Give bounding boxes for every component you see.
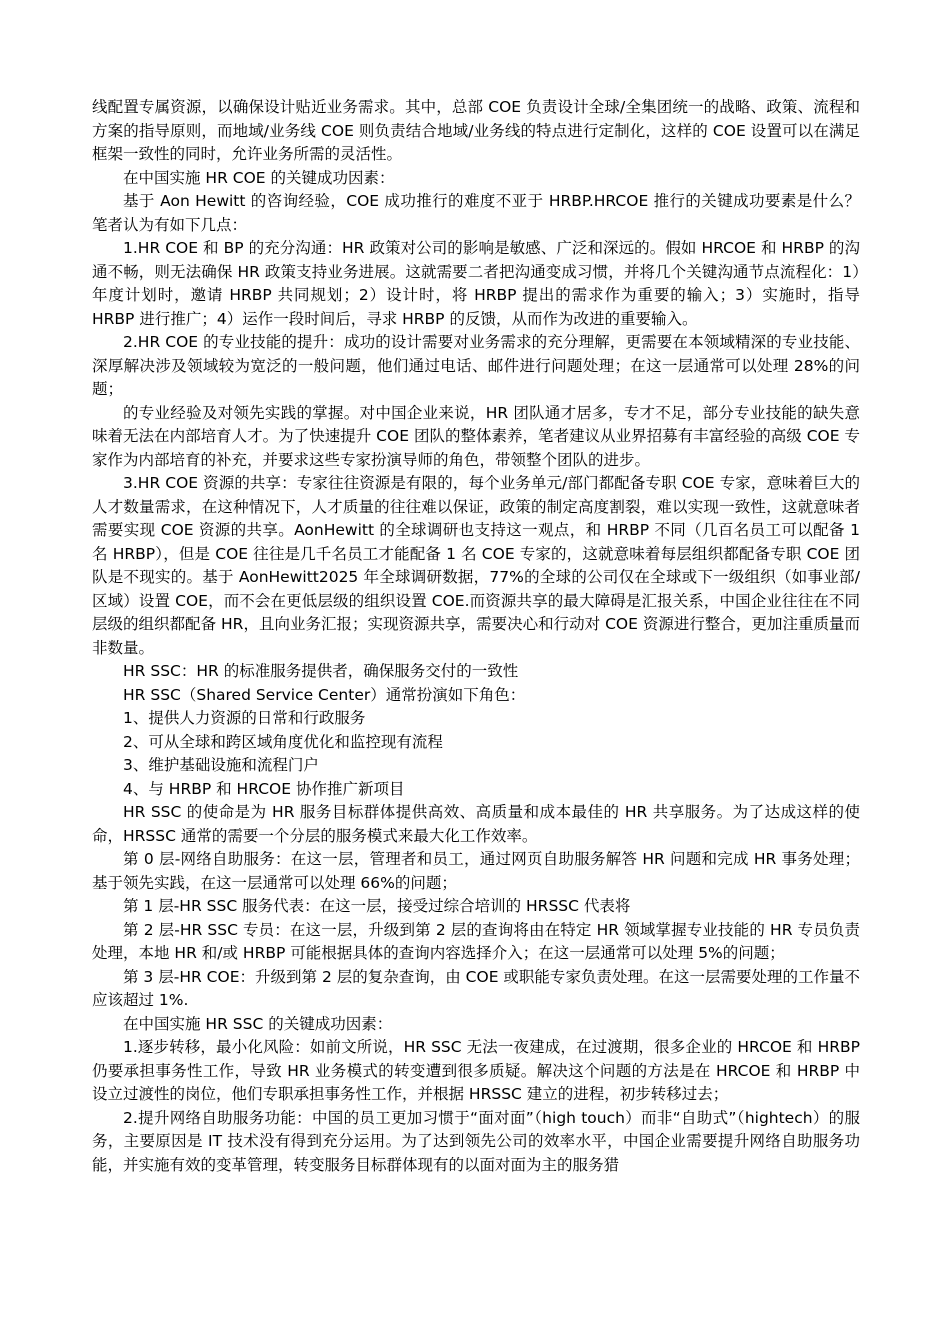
paragraph: 第 2 层-HR SSC 专员：在这一层，升级到第 2 层的查询将由在特定 HR 领域掌握专业技能的 HR 专员负责处理，本地 HR 和/或 HRBP 可能根据具体的查询内容选择介入；在这一层通常可以处理 5%的问题； [92, 920, 860, 962]
paragraph: 的专业经验及对领先实践的掌握。对中国企业来说，HR 团队通才居多，专才不足，部分专业技能的缺失意味着无法在内部培育人才。为了快速提升 COE 团队的整体素养，笔者建议从业界招募有丰富经验的高级 COE 专家作为内部培育的补充，并要求这些专家扮演导师的角色，带领整个团队的进步。 [92, 403, 860, 469]
paragraph: HR SSC 的使命是为 HR 服务目标群体提供高效、高质量和成本最佳的 HR 共享服务。为了达成这样的使命，HRSSC 通常的需要一个分层的服务模式来最大化工作效率。 [92, 803, 860, 845]
list-item: 1、提供人力资源的日常和行政服务 [123, 709, 366, 727]
section-heading: 在中国实施 HR COE 的关键成功因素： [123, 168, 395, 187]
section-heading: HR SSC：HR 的标准服务提供者，确保服务交付的一致性 [123, 662, 519, 680]
paragraph: 第 3 层-HR COE：升级到第 2 层的复杂查询，由 COE 或职能专家负责处理。在这一层需要处理的工作量不应该超过 1%. [92, 967, 860, 1009]
paragraph: HR SSC（Shared Service Center）通常扮演如下角色： [123, 685, 526, 704]
paragraph: 1.HR COE 和 BP 的充分沟通：HR 政策对公司的影响是敏感、广泛和深远的。假如 HRCOE 和 HRBP 的沟通不畅，则无法确保 HR 政策支持业务进展。这就需要二者把沟通变成习惯，并将几个关键沟通节点流程化：1）年度计划时，邀请 HRBP 共同规划；2）设计时，将 HRBP 提出的需求作为重要的输入；3）实施时，指导 HRBP 进行推广；4）运作一段时间后，寻求 HRBP 的反馈，从而作为改进的重要输入。 [92, 239, 860, 328]
paragraph: 线配置专属资源，以确保设计贴近业务需求。其中，总部 COE 负责设计全球/全集团统一的战略、政策、流程和方案的指导原则，而地域/业务线 COE 则负责结合地域/业务线的特点进行定制化，这样的 COE 设置可以在满足框架一致性的同时，允许业务所需的灵活性。 [92, 98, 860, 163]
paragraph: 第 1 层-HR SSC 服务代表：在这一层，接受过综合培训的 HRSSC 代表将 [123, 897, 631, 915]
paragraph: 基于 Aon Hewitt 的咨询经验，COE 成功推行的难度不亚于 HRBP.HRCOE 推行的关键成功要素是什么？笔者认为有如下几点： [92, 192, 860, 234]
paragraph: 2.HR COE 的专业技能的提升：成功的设计需要对业务需求的充分理解，更需要在本领域精深的专业技能、深厚解决涉及领域较为宽泛的一般问题，他们通过电话、邮件进行问题处理；在这一层通常可以处理 28%的问题； [92, 333, 860, 398]
list-item: 4、与 HRBP 和 HRCOE 协作推广新项目 [123, 779, 405, 798]
list-item: 2、可从全球和跨区域角度优化和监控现有流程 [123, 732, 443, 751]
paragraph: 第 0 层-网络自助服务：在这一层，管理者和员工，通过网页自助服务解答 HR 问题和完成 HR 事务处理；基于领先实践，在这一层通常可以处理 66%的问题； [92, 850, 860, 892]
paragraph: 1.逐步转移，最小化风险：如前文所说，HR SSC 无法一夜建成，在过渡期，很多企业的 HRCOE 和 HRBP 仍要承担事务性工作，导致 HR 业务模式的转变遭到很多质疑。解决这个问题的方法是在 HRCOE 和 HRBP 中设立过渡性的岗位，他们专职承担事务性工作，并根据 HRSSC 建立的进程，初步转移过去； [92, 1038, 860, 1103]
paragraph: 3.HR COE 资源的共享：专家往往资源是有限的，每个业务单元/部门都配备专职 COE 专家，意味着巨大的人才数量需求，在这种情况下，人才质量的往往难以保证，政策的制定高度割裂，难以实现一致性，这就意味者需要实现 COE 资源的共享。AonHewitt 的全球调研也支持这一观点，和 HRBP 不同（几百名员工可以配备 1 名 HRBP），但是 COE 往往是几千名员工才能配备 1 名 COE 专家的，这就意味着每层组织都配备专职 COE 团队是不现实的。基于 AonHewitt2025 年全球调研数据，77%的全球的公司仅在全球或下一级组织（如事业部/区域）设置 COE，而不会在更低层级的组织设置 COE.而资源共享的最大障碍是汇报关系，中国企业往往在不同层级的组织都配备 HR，且向业务汇报；实现资源共享，需要决心和行动对 COE 资源进行整合，更加注重质量而非数量。 [92, 474, 860, 657]
section-heading: 在中国实施 HR SSC 的关键成功因素： [123, 1014, 393, 1033]
document-page [92, 96, 860, 1177]
paragraph: 2.提升网络自助服务功能：中国的员工更加习惯于“面对面”（high touch）而非“自助式”（hightech）的服务，主要原因是 IT 技术没有得到充分运用。为了达到领先公司的效率水平，中国企业需要提升网络自助服务功能，并实施有效的变革管理，转变服务目标群体现有的以面对面为主的服务猎 [92, 1108, 860, 1174]
list-item: 3、维护基础设施和流程门户 [123, 756, 319, 774]
